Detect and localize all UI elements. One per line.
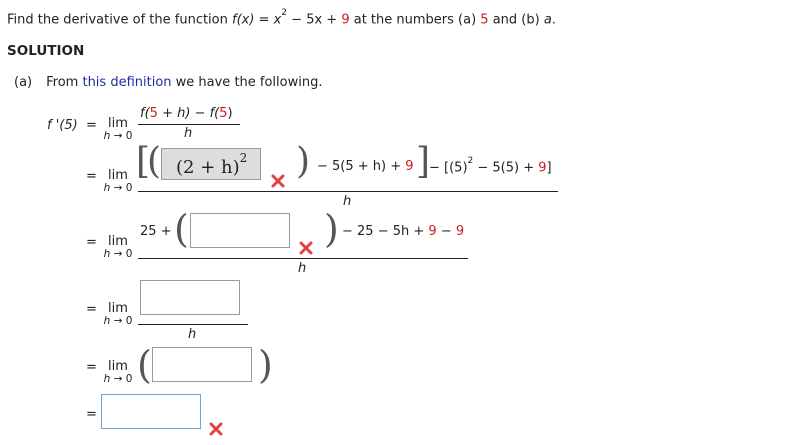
equals-sign: = [86, 169, 97, 184]
row1-fraction-bar [138, 124, 240, 125]
equals-sign: = [86, 235, 97, 250]
row3-fraction-bar [138, 258, 468, 259]
limit-operator: lim h → 0 [103, 301, 133, 327]
derivative-lhs: f '(5) [47, 118, 78, 133]
row2-fraction-bar [138, 191, 558, 192]
equals-sign: = [86, 360, 97, 375]
answer-input-row5[interactable] [152, 347, 252, 382]
equals-sign: = [86, 118, 97, 133]
equals-sign: = [86, 302, 97, 317]
row1-numerator: f(5 + h) − f(5) [140, 106, 233, 121]
right-paren: ) [258, 343, 273, 387]
limit-operator: lim h → 0 [103, 234, 133, 260]
left-bracket: [ [136, 141, 151, 182]
final-answer-input[interactable] [101, 394, 201, 429]
row3-denominator: h [298, 261, 307, 276]
incorrect-x-icon [209, 422, 223, 436]
row3-prefix: 25 + [140, 224, 172, 239]
row4-fraction-bar [138, 324, 248, 325]
equals-sign: = [86, 407, 97, 422]
part-a-intro: (a) From this definition we have the following. [14, 75, 323, 90]
row1-denominator: h [184, 126, 193, 141]
incorrect-x-icon [299, 241, 313, 255]
answer-input-row4[interactable] [140, 280, 240, 315]
limit-operator: lim h → 0 [103, 116, 133, 142]
right-bracket: ] [416, 141, 431, 182]
row2-terms-2: − $[(5)^2 - 5(5) + 9]$ [429, 156, 552, 176]
incorrect-x-icon [271, 174, 285, 188]
row2-terms: − 5(5 + h) + 9 [317, 159, 414, 174]
limit-operator: lim h → 0 [103, 359, 133, 385]
left-paren: ( [137, 343, 152, 387]
answer-input-row3[interactable] [190, 213, 290, 248]
solution-heading: SOLUTION [7, 43, 85, 59]
row3-terms: − 25 − 5h + 9 − 9 [342, 224, 465, 239]
right-paren: ) [296, 141, 311, 182]
limit-operator: lim h → 0 [103, 168, 133, 194]
left-paren: ( [174, 207, 189, 251]
right-paren: ) [324, 207, 339, 251]
row2-denominator: h [343, 194, 352, 209]
definition-link[interactable]: this definition [82, 75, 172, 90]
left-paren: ( [147, 141, 162, 182]
answer-input-row2[interactable]: $(2 + h)^2$ [161, 148, 261, 180]
question-text: Find the derivative of the function $f(x) = x^2 - 5x + 9$ at the numbers (a) 5 and (b) a. [7, 8, 556, 28]
row4-denominator: h [188, 327, 197, 342]
